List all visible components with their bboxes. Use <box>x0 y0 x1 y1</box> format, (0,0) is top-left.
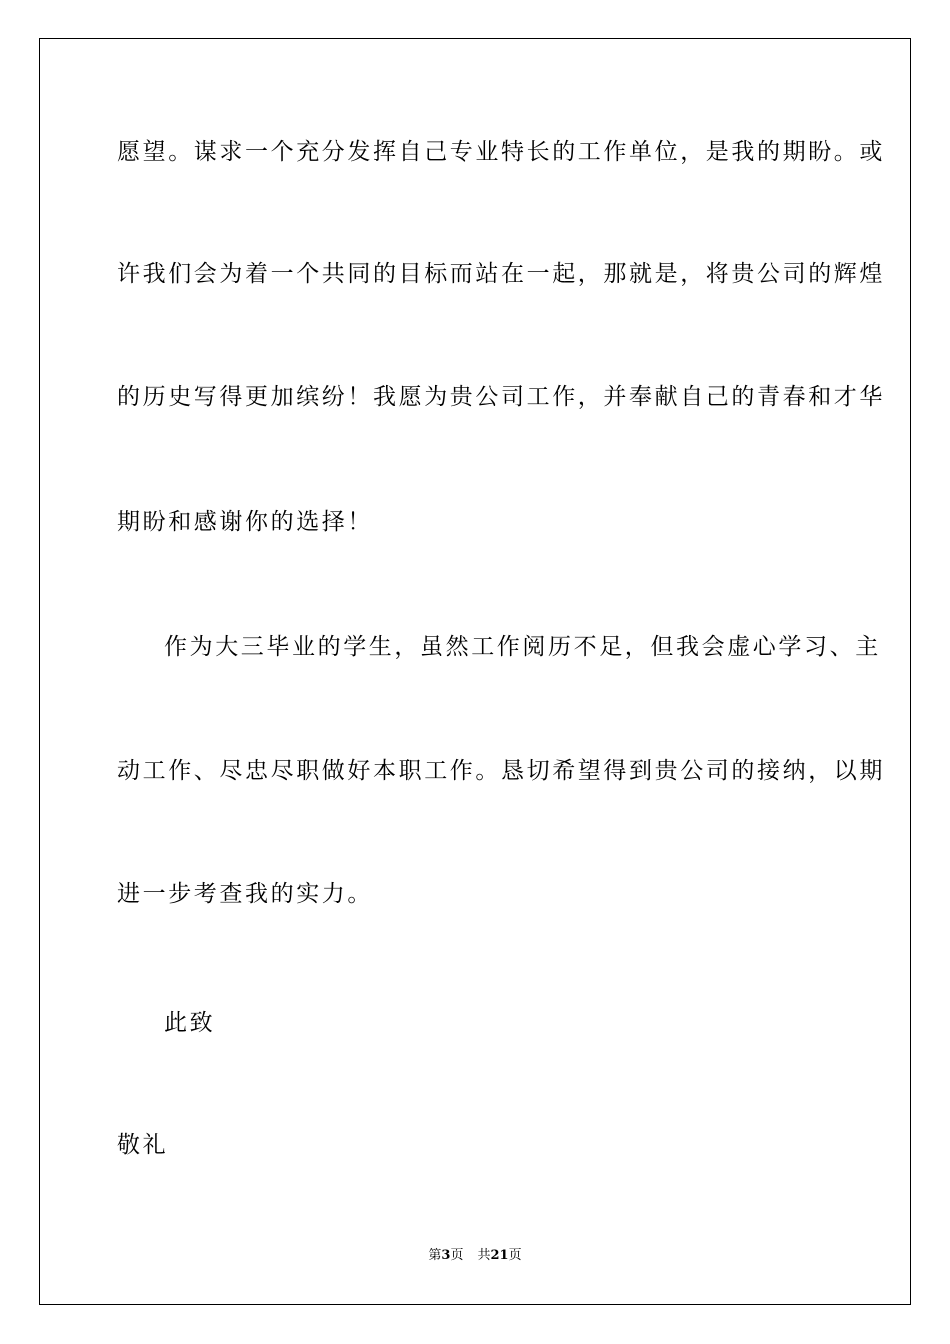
footer-total-pages: 21 <box>490 1248 509 1263</box>
body-line-3: 的历史写得更加缤纷！我愿为贵公司工作，并奉献自己的青春和才华 <box>117 384 885 410</box>
body-line-4: 期盼和感谢你的选择！ <box>117 509 373 535</box>
page-border <box>39 38 911 1305</box>
page-footer <box>0 1247 950 1265</box>
body-line-1: 愿望。谋求一个充分发挥自己专业特长的工作单位，是我的期盼。或 <box>117 139 885 165</box>
closing-regards: 敬礼 <box>117 1132 169 1158</box>
footer-page-number: 3 <box>441 1248 451 1263</box>
footer-page-prefix: 第 <box>428 1248 442 1263</box>
body-line-2: 许我们会为着一个共同的目标而站在一起，那就是，将贵公司的辉煌 <box>117 261 885 287</box>
body-line-5: 作为大三毕业的学生，虽然工作阅历不足，但我会虚心学习、主 <box>164 634 881 660</box>
body-line-6: 动工作、尽忠尽职做好本职工作。恳切希望得到贵公司的接纳，以期 <box>117 758 885 784</box>
footer-total-prefix: 共 <box>477 1248 491 1263</box>
footer-page-suffix: 页 <box>450 1248 464 1263</box>
body-line-7: 进一步考查我的实力。 <box>117 881 373 907</box>
footer-total-suffix: 页 <box>508 1248 522 1263</box>
closing-salutation: 此致 <box>164 1010 216 1036</box>
